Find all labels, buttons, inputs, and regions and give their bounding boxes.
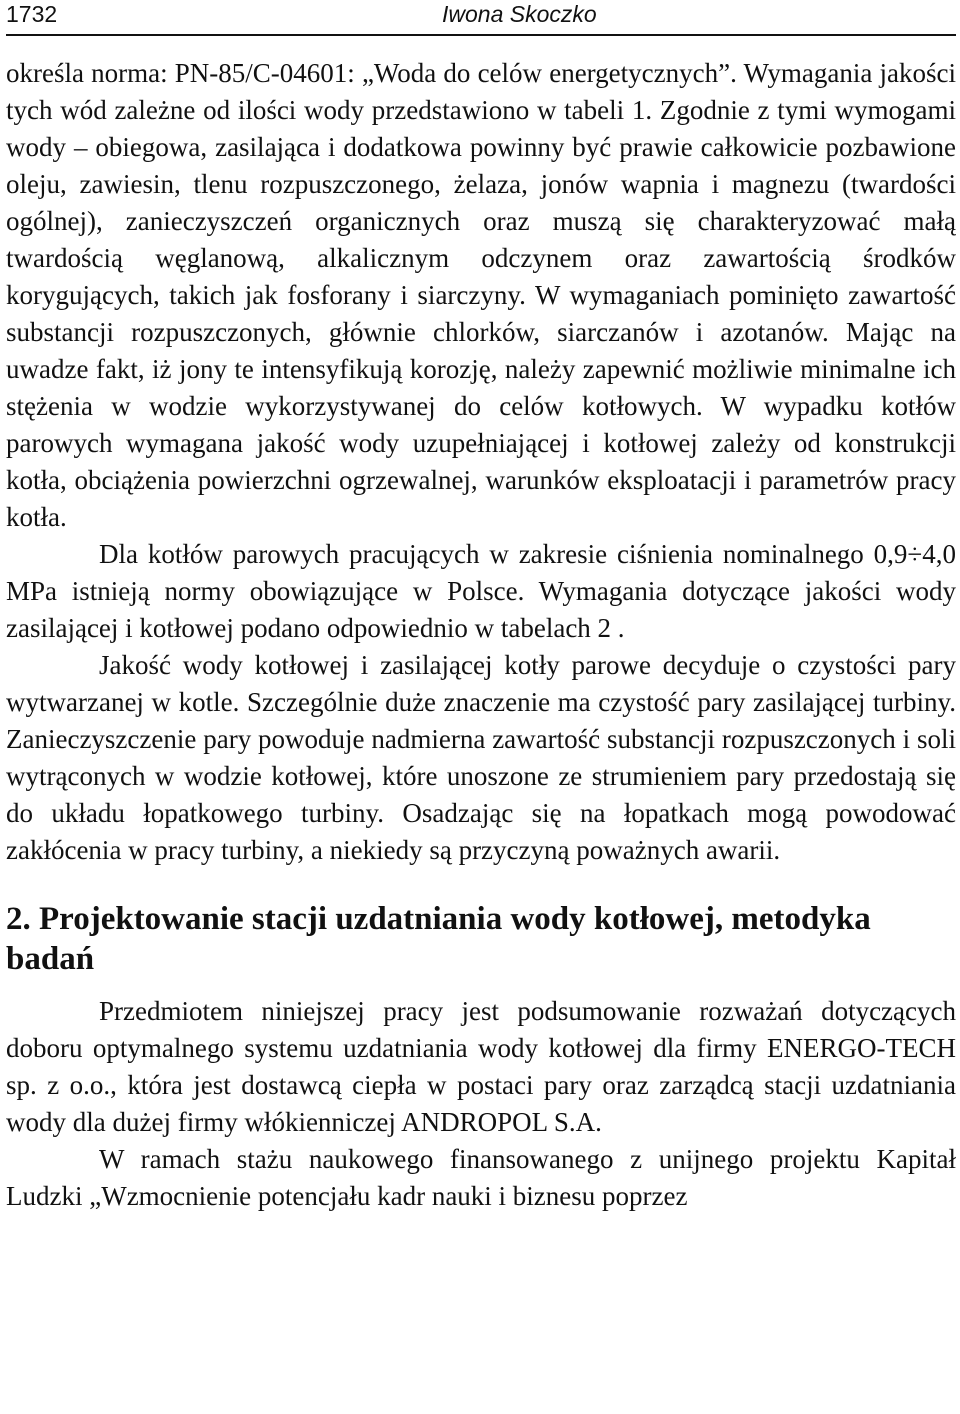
page-header [6, 0, 956, 36]
page-number: 1732 [6, 1, 58, 27]
paragraph: Dla kotłów parowych pracujących w zakresie ciśnienia nominalnego 0,9÷4,0 MPa istnieją normy obowiązujące w Polsce. Wymagania dotyczące jakości wody zasilającej i kotłowej podano odpowiednio w tabelach 2 . [6, 539, 956, 643]
body-text [6, 55, 956, 1215]
running-head-author: Iwona Skoczko [442, 1, 597, 27]
paragraph: określa norma: PN-85/C-04601: „Woda do celów energetycznych”. Wymagania jakości tych wód zależne od ilości wody przedstawiono w tabeli 1. Zgodnie z tymi wymogami wody – obiegowa, zasilająca i dodatkowa powinny być prawie całkowicie pozbawione oleju, zawiesin, tlenu rozpuszczonego, żelaza, jonów wapnia i magnezu (twardości ogólnej), zanieczyszczeń organicznych oraz muszą się charakteryzować małą twardością węglanową, alkalicznym odczynem oraz zawartością środków korygujących, takich jak fosforany i siarczyny. W wymaganiach pominięto zawartość substancji rozpuszczonych, głównie chlorków, siarczanów i azotanów. Mając na uwadze fakt, iż jony te intensyfikują korozję, należy zapewnić możliwie minimalne ich stężenia w wodzie wykorzystywanej do celów kotłowych. W wypadku kotłów parowych wymagana jakość wody uzupełniającej i kotłowej zależy od konstrukcji kotła, obciążenia powierzchni ogrzewalnej, warunków eksploatacji i parametrów pracy kotła. [6, 58, 956, 532]
section-heading: 2. Projektowanie stacji uzdatniania wody kotłowej, metodyka badań [6, 901, 871, 977]
paragraph: Jakość wody kotłowej i zasilającej kotły parowe decyduje o czystości pary wytwarzanej w kotle. Szczególnie duże znaczenie ma czystość pary zasilającej turbiny. Zanieczyszczenie pary powoduje nadmierna zawartość substancji rozpuszczonych i soli wytrąconych w wodzie kotłowej, które unoszone ze strumieniem pary przedostają się do układu łopatkowego turbiny. Osadzając się na łopatkach mogą powodować zakłócenia w pracy turbiny, a niekiedy są przyczyną poważnych awarii. [6, 650, 956, 865]
paragraph: Przedmiotem niniejszej pracy jest podsumowanie rozważań dotyczących doboru optymalnego systemu uzdatniania wody kotłowej dla firmy ENERGO-TECH sp. z o.o., która jest dostawcą ciepła w postaci pary oraz zarządcą stacji uzdatniania wody dla dużej firmy włókienniczej ANDROPOL S.A. [6, 996, 956, 1137]
document-page [6, 0, 956, 1414]
paragraph: W ramach stażu naukowego finansowanego z unijnego projektu Kapitał Ludzki „Wzmocnienie potencjału kadr nauki i biznesu poprzez [6, 1144, 956, 1211]
